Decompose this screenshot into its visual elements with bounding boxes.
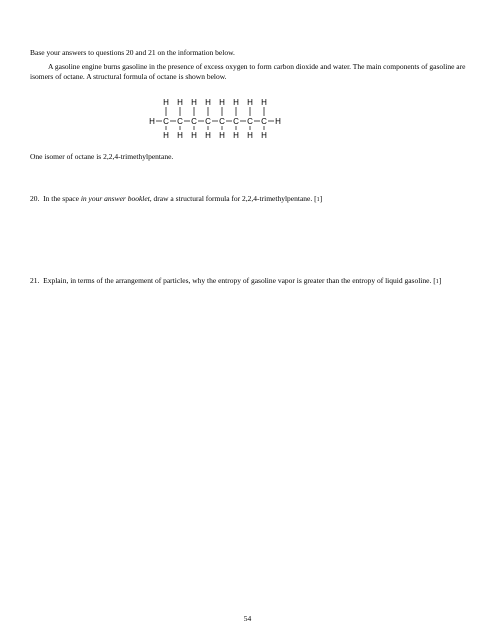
question-21-close: ]: [438, 276, 442, 285]
hydrogen-atom: H: [205, 98, 211, 107]
question-21-credit: 1: [435, 279, 439, 285]
carbon-atom: C: [205, 117, 211, 126]
hydrogen-atom: H: [247, 98, 253, 107]
question-21-text: Explain, in terms of the arrangement of particles, why the entropy of gasoline vapor is greater than the entropy of liquid gasoline. [: [43, 276, 436, 285]
carbon-atom: C: [177, 117, 183, 126]
question-20-text-start: In the space: [43, 194, 81, 203]
hydrogen-atom: H: [233, 131, 239, 140]
hydrogen-atom: H: [261, 98, 267, 107]
hydrogen-atom: H: [177, 98, 183, 107]
question-20-number: 20.: [30, 194, 40, 203]
carbon-atom: C: [163, 117, 169, 126]
question-20-text-end: , draw a structural formula for 2,2,4-trimethylpentane. [: [149, 194, 317, 203]
carbon-atom: C: [219, 117, 225, 126]
carbon-atom: C: [261, 117, 267, 126]
hydrogen-atom: H: [247, 131, 253, 140]
hydrogen-atom: H: [261, 131, 267, 140]
hydrogen-atom: H: [191, 98, 197, 107]
question-20-italic: in your answer booklet: [80, 194, 150, 203]
hydrogen-atom: H: [275, 117, 281, 126]
isomer-note: One isomer of octane is 2,2,4-trimethylpentane.: [30, 152, 174, 161]
hydrogen-atom: H: [163, 131, 169, 140]
intro-text: Base your answers to questions 20 and 21 on the information below.: [30, 48, 235, 57]
question-20: [30, 194, 322, 205]
hydrogen-atom: H: [205, 131, 211, 140]
carbon-atom: C: [233, 117, 239, 126]
carbon-atom: C: [191, 117, 197, 126]
hydrogen-atom: H: [191, 131, 197, 140]
question-21: [30, 276, 470, 287]
hydrogen-atom: H: [233, 98, 239, 107]
question-20-close: ]: [319, 194, 323, 203]
octane-structural-formula: [148, 98, 288, 144]
page-number: 54: [243, 614, 252, 623]
question-20-credit: 1: [316, 197, 320, 203]
context-paragraph: A gasoline engine burns gasoline in the presence of excess oxygen to form carbon dioxide and water. The main components of gasoline are isomers of octane. A structural formula of octane is shown below.: [30, 62, 466, 81]
hydrogen-atom: H: [149, 117, 155, 126]
carbon-atom: C: [247, 117, 253, 126]
hydrogen-atom: H: [177, 131, 183, 140]
question-21-number: 21.: [30, 276, 40, 285]
hydrogen-atom: H: [163, 98, 169, 107]
hydrogen-atom: H: [219, 98, 225, 107]
hydrogen-atom: H: [219, 131, 225, 140]
